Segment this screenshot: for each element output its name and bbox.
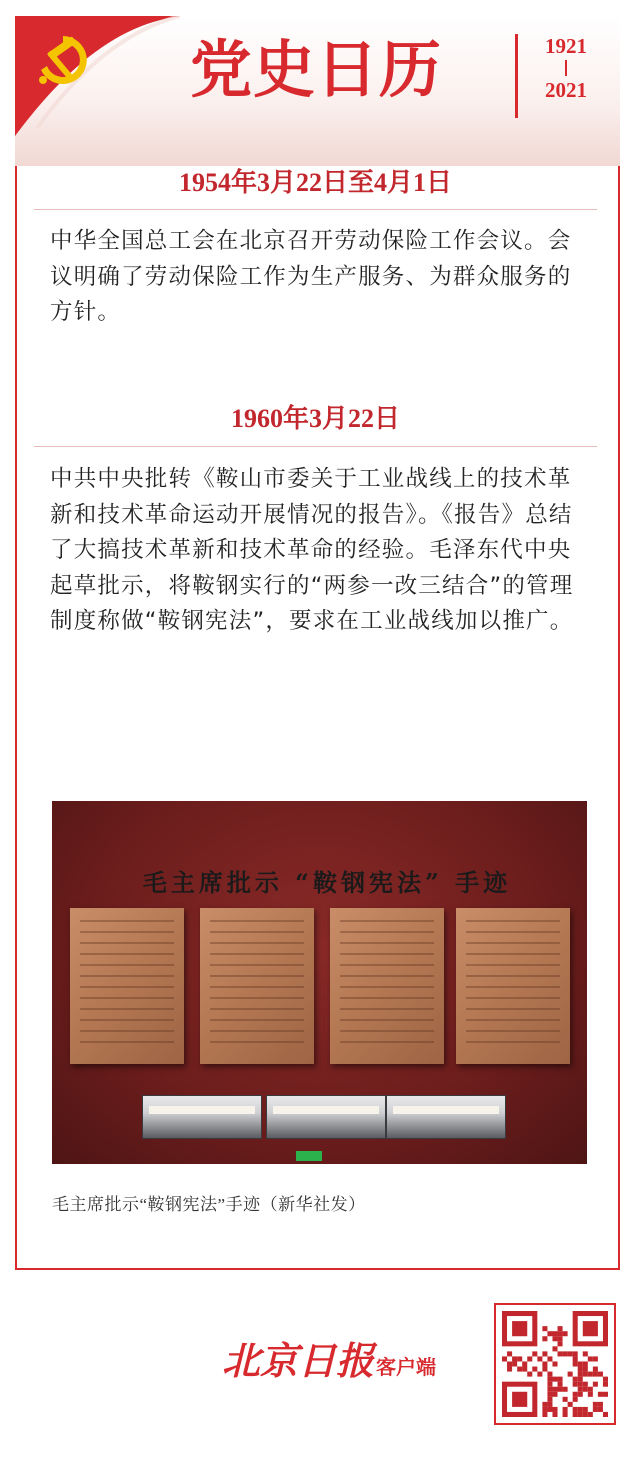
display-case bbox=[266, 1095, 386, 1139]
year-end: 2021 bbox=[545, 78, 587, 102]
year-separator bbox=[565, 60, 567, 76]
brand-sub: 客户端 bbox=[376, 1355, 437, 1379]
exit-sign bbox=[296, 1151, 322, 1161]
year-range bbox=[530, 34, 602, 102]
brand-name: 北京日报 bbox=[222, 1338, 375, 1383]
divider bbox=[34, 446, 597, 447]
exhibit-sign: 毛主席批示 “鞍钢宪法” 手迹 bbox=[142, 868, 512, 897]
display-case bbox=[142, 1095, 262, 1139]
entry-date: 1954年3月22日至4月1日 bbox=[178, 168, 452, 197]
divider bbox=[34, 209, 597, 210]
title-divider bbox=[515, 34, 518, 118]
exhibit-photo bbox=[52, 801, 587, 1164]
manuscript-plaque bbox=[330, 908, 444, 1064]
manuscript-plaque bbox=[456, 908, 570, 1064]
photo-caption: 毛主席批示“鞍钢宪法”手迹（新华社发） bbox=[52, 1195, 366, 1214]
entry-text: 中华全国总工会在北京召开劳动保险工作会议。会议明确了劳动保险工作为生产服务、为群众服务的方针。 bbox=[50, 228, 572, 325]
year-start: 1921 bbox=[545, 34, 587, 58]
qr-code-icon[interactable] bbox=[494, 1303, 616, 1425]
display-case bbox=[386, 1095, 506, 1139]
brand-logo[interactable] bbox=[222, 1335, 436, 1387]
red-corner-banner bbox=[15, 16, 180, 136]
manuscript-plaque bbox=[200, 908, 314, 1064]
page-title: 党史日历 bbox=[190, 33, 443, 106]
entry-text: 中共中央批转《鞍山市委关于工业战线上的技术革新和技术革命运动开展情况的报告》。《报告》总结了大搞技术革新和技术革命的经验。毛泽东代中央起草批示，将鞍钢实行的“两参一改三结合”的管理制度称做“鞍钢宪法”，要求在工业战线加以推广。 bbox=[50, 466, 574, 634]
manuscript-plaque bbox=[70, 908, 184, 1064]
entry-date: 1960年3月22日 bbox=[230, 404, 400, 433]
